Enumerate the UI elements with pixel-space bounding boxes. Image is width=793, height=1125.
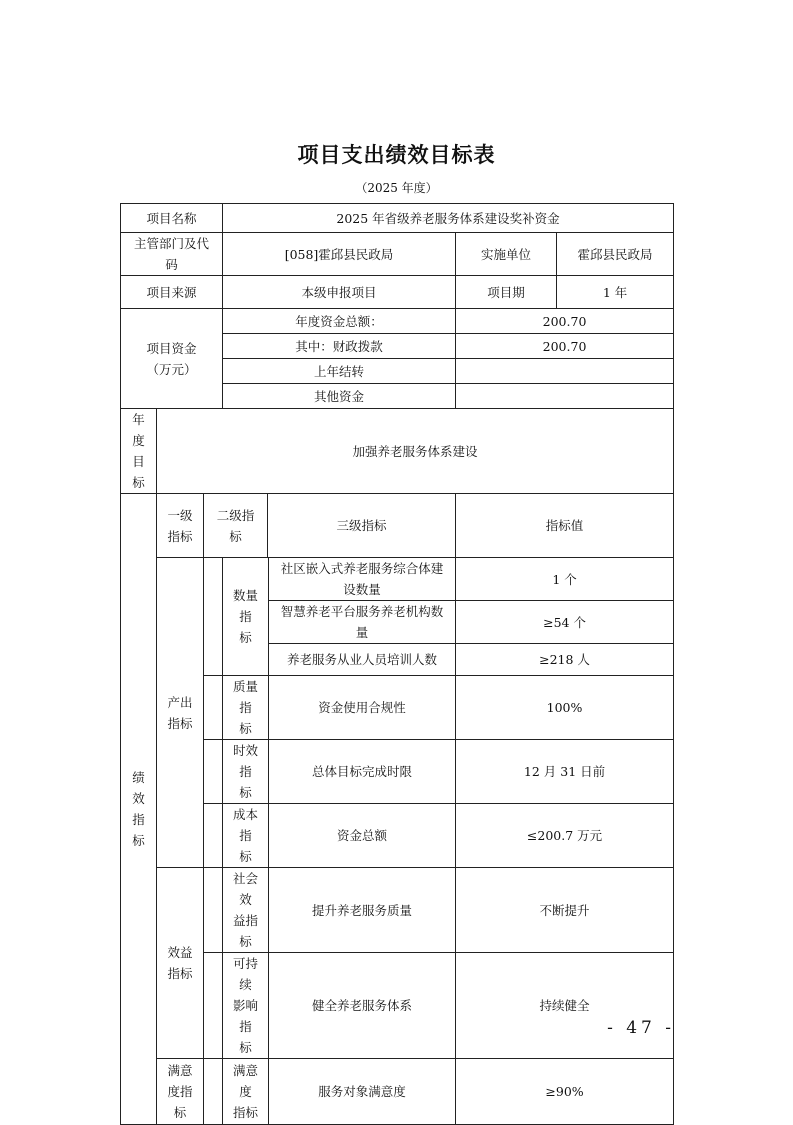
group-label-line: 指标 — [167, 715, 193, 731]
sub-label-line: 数量指 — [232, 588, 258, 624]
value-cell: ≥90% — [456, 1059, 674, 1125]
indicator-cell: 提升养老服务质量 — [269, 868, 456, 953]
annual-goal-label — [121, 409, 157, 494]
carry-over-value — [456, 359, 674, 384]
blank-subcell — [204, 868, 223, 953]
label-cell — [121, 309, 223, 409]
cost-label — [223, 804, 269, 868]
indicator-cell: 健全养老服务体系 — [269, 953, 456, 1059]
performance-target-table — [120, 203, 674, 1125]
value-cell: ≤200.7 万元 — [456, 804, 674, 868]
table-row — [121, 740, 674, 804]
group-label-line: 效益 — [167, 945, 193, 960]
value-cell: ≥218 人 — [456, 644, 674, 676]
quality-label — [223, 676, 269, 740]
page-title: 项目支出绩效目标表 — [297, 143, 496, 167]
table-row — [121, 953, 674, 1059]
header-level3: 三级指标 — [268, 494, 456, 558]
sub-label-line: 益指标 — [232, 913, 258, 949]
implementing-unit-value: 霍邱县民政局 — [557, 233, 674, 276]
label-char: 年 — [132, 412, 145, 427]
label-char: 标 — [132, 475, 145, 490]
sub-label-line: 标 — [239, 785, 252, 800]
project-source-value: 本级申报项目 — [223, 276, 456, 309]
value-cell: 不断提升 — [456, 868, 674, 953]
satisfaction-sub-label — [223, 1059, 269, 1125]
label-char: 目 — [132, 454, 145, 469]
header-line: 指标 — [167, 528, 193, 544]
indicator-cell: 养老服务从业人员培训人数 — [269, 644, 456, 676]
timeliness-label — [223, 740, 269, 804]
performance-label — [121, 494, 157, 1125]
label-char: 绩 — [132, 770, 145, 785]
blank-subcell — [204, 953, 223, 1059]
other-funds-value — [456, 384, 674, 409]
blank-subcell — [204, 1059, 223, 1125]
label-cell: 项目来源 — [121, 276, 223, 309]
sub-label-line: 指标 — [232, 1105, 258, 1120]
label-char: 效 — [132, 791, 145, 806]
social-label — [223, 868, 269, 953]
sub-label-line: 可持续 — [232, 956, 258, 992]
indicator-cell: 服务对象满意度 — [269, 1059, 456, 1125]
table-row — [121, 1059, 674, 1125]
group-label-line: 标 — [173, 1105, 187, 1120]
table-row — [121, 676, 674, 740]
label-cell: 项目名称 — [121, 204, 223, 233]
indicator-cell: 资金总额 — [269, 804, 456, 868]
indicator-line: 量 — [355, 625, 369, 640]
table-row — [121, 204, 674, 233]
blank-subcell — [204, 740, 223, 804]
satisfaction-group-label — [157, 1059, 204, 1125]
indicator-line: 智慧养老平台服务养老机构数 — [280, 604, 444, 619]
table-row — [121, 409, 674, 494]
header-line: 一级 — [167, 507, 193, 523]
header-line: 二级指 — [216, 507, 255, 523]
sub-label-line: 标 — [239, 849, 252, 864]
carry-over-label: 上年结转 — [223, 359, 456, 384]
indicator-cell: 资金使用合规性 — [269, 676, 456, 740]
table-row — [121, 276, 674, 309]
fiscal-allocation-label: 其中：财政拨款 — [223, 334, 456, 359]
annual-total-value: 200.70 — [456, 309, 674, 334]
funds-label-line: （万元） — [146, 361, 197, 377]
table-row — [121, 233, 674, 276]
sub-label-line: 时效指 — [232, 743, 258, 779]
department-label-line: 码 — [165, 257, 178, 272]
label-cell: 实施单位 — [456, 233, 557, 276]
project-name-value: 2025 年省级养老服务体系建设奖补资金 — [223, 204, 674, 233]
sub-label-line: 标 — [239, 630, 252, 645]
table-row — [121, 494, 674, 558]
fiscal-allocation-value: 200.70 — [456, 334, 674, 359]
funds-label-line: 项目资金 — [146, 340, 197, 356]
header-level2 — [204, 494, 268, 558]
sub-label-line: 标 — [239, 1040, 252, 1055]
label-cell: 项目期 — [456, 276, 557, 309]
blank-subcell — [204, 558, 223, 676]
output-group-label — [157, 558, 204, 868]
year-subtitle: （2025 年度） — [355, 181, 438, 195]
project-period-value: 1 年 — [557, 276, 674, 309]
label-char: 指 — [132, 812, 145, 827]
table-row — [121, 309, 674, 334]
table-row — [121, 804, 674, 868]
value-cell: 持续健全 — [456, 953, 674, 1059]
value-cell: 12 月 31 日前 — [456, 740, 674, 804]
indicator-line: 设数量 — [343, 582, 381, 597]
department-label-line: 主管部门及代 — [133, 236, 209, 251]
page-number: - 47 - — [607, 1018, 675, 1038]
value-cell: 100% — [456, 676, 674, 740]
table-row — [121, 558, 674, 601]
indicator-cell — [269, 558, 456, 601]
sub-label-line: 标 — [239, 721, 252, 736]
label-char: 标 — [132, 833, 145, 848]
department-value: [058]霍邱县民政局 — [223, 233, 456, 276]
effect-group-label — [157, 868, 204, 1059]
indicator-line: 社区嵌入式养老服务综合体建 — [280, 561, 444, 576]
sub-label-line: 成本指 — [232, 807, 258, 843]
label-char: 度 — [132, 433, 145, 448]
value-cell: ≥54 个 — [456, 601, 674, 644]
group-label-line: 产出 — [167, 694, 193, 710]
header-indicator-value: 指标值 — [456, 494, 674, 558]
annual-goal-value: 加强养老服务体系建设 — [157, 409, 674, 494]
indicator-cell: 总体目标完成时限 — [269, 740, 456, 804]
sustainable-label — [223, 953, 269, 1059]
indicator-cell — [269, 601, 456, 644]
group-label-line: 度指 — [167, 1084, 193, 1099]
sub-label-line: 满意度 — [232, 1063, 258, 1099]
sub-label-line: 质量指 — [232, 679, 258, 715]
header-level1 — [157, 494, 204, 558]
table-row — [121, 868, 674, 953]
label-cell — [121, 233, 223, 276]
annual-total-label: 年度资金总额： — [223, 309, 456, 334]
blank-subcell — [204, 804, 223, 868]
quantity-label — [223, 558, 269, 676]
value-cell: 1 个 — [456, 558, 674, 601]
other-funds-label: 其他资金 — [223, 384, 456, 409]
group-label-line: 满意 — [167, 1063, 193, 1078]
blank-subcell — [204, 676, 223, 740]
header-line: 标 — [229, 528, 242, 544]
group-label-line: 指标 — [167, 966, 193, 981]
sub-label-line: 影响指 — [232, 998, 258, 1034]
sub-label-line: 社会效 — [232, 871, 258, 907]
